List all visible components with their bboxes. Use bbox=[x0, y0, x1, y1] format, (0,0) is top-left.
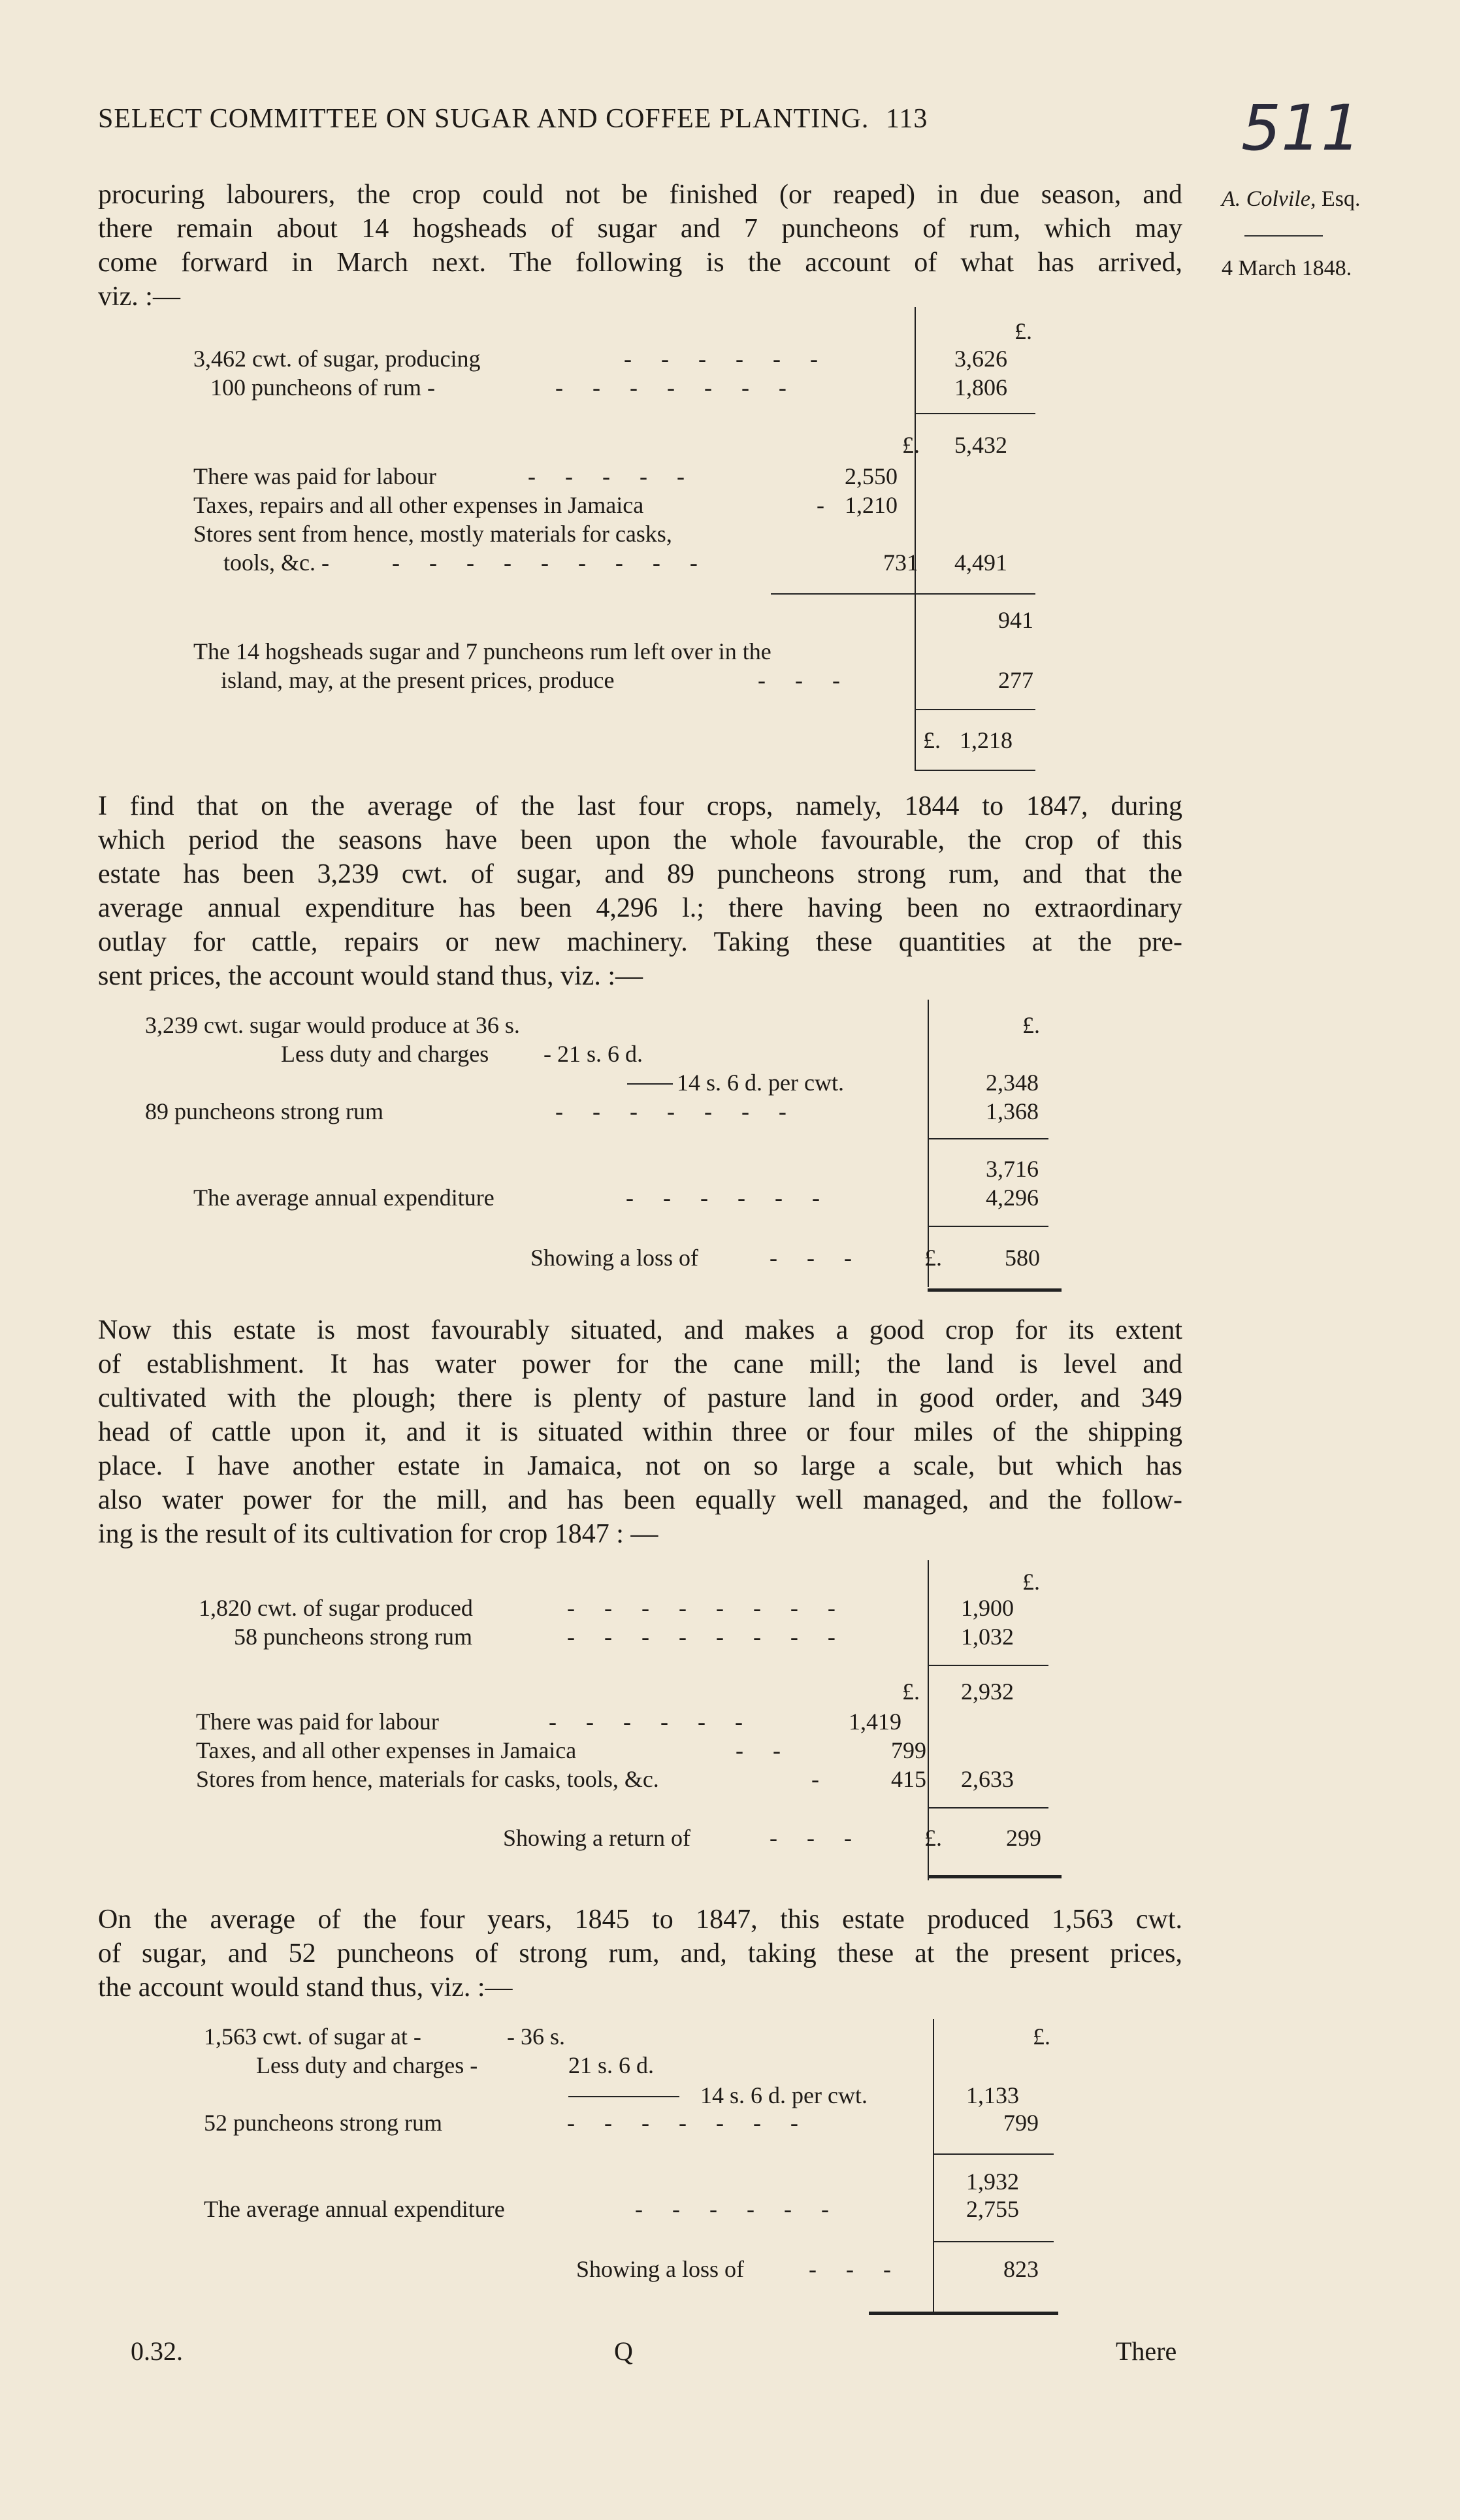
subtotal: 3,716 bbox=[986, 1156, 1039, 1182]
leader-dashes: - - - - - - - bbox=[555, 1098, 798, 1124]
account-row-label: Taxes, and all other expenses in Jamaica bbox=[196, 1737, 577, 1763]
account-row-label: Showing a loss of bbox=[576, 2256, 745, 2282]
catchword: There bbox=[1116, 2336, 1177, 2366]
text-line: viz. :— bbox=[98, 282, 180, 312]
text-line: cultivated with the plough; there is plenty of pasture land in good order, and 349 bbox=[98, 1383, 1182, 1413]
total-rule bbox=[915, 770, 1035, 771]
leader-dashes: - - - - - - - bbox=[555, 374, 798, 401]
text-line: estate has been 3,239 cwt. of sugar, and 89 puncheons strong rum, and that the bbox=[98, 859, 1182, 889]
signature-letter: Q bbox=[614, 2336, 633, 2366]
witness-name: A. Colvile, bbox=[1222, 187, 1316, 211]
margin-date: 4 March 1848. bbox=[1222, 256, 1352, 280]
text-line: come forward in March next. The following is the account of what has arrived, bbox=[98, 248, 1182, 278]
account-row-label: The average annual expenditure bbox=[193, 1185, 495, 1211]
text-line: which period the seasons have been upon the whole favourable, the crop of this bbox=[98, 825, 1182, 855]
rate: - 21 s. 6 d. bbox=[543, 1041, 643, 1067]
account-row-label: Showing a loss of bbox=[530, 1245, 699, 1271]
sum-rule bbox=[928, 1807, 1048, 1808]
total: 823 bbox=[1003, 2256, 1039, 2282]
subtotal: 2,932 bbox=[961, 1678, 1014, 1705]
text-line: outlay for cattle, repairs or new machinery. Taking these quantities at the pre- bbox=[98, 927, 1182, 957]
amount: 1,368 bbox=[986, 1098, 1039, 1124]
total-rule bbox=[869, 2312, 1058, 2315]
sum-rule bbox=[933, 2153, 1054, 2155]
currency-label: £. bbox=[902, 432, 920, 458]
currency-header: £. bbox=[1014, 318, 1032, 344]
text-line: sent prices, the account would stand thus, viz. :— bbox=[98, 961, 643, 991]
amount: 1,133 bbox=[966, 2082, 1019, 2108]
text-line: I find that on the average of the last four crops, namely, 1844 to 1847, during bbox=[98, 791, 1182, 821]
text-line: Now this estate is most favourably situated, and makes a good crop for its extent bbox=[98, 1315, 1182, 1345]
text-line: of establishment. It has water power for the cane mill; the land is level and bbox=[98, 1349, 1182, 1379]
leader-dashes: - - - - - - bbox=[624, 346, 830, 372]
total-rule bbox=[928, 1288, 1062, 1292]
amount: 1,210 bbox=[845, 492, 898, 518]
text-line: ing is the result of its cultivation for crop 1847 : — bbox=[98, 1519, 658, 1549]
leader-dashes: - - - - - - bbox=[626, 1185, 832, 1211]
leader-dashes: - bbox=[817, 492, 824, 518]
paragraph-2 bbox=[98, 789, 1182, 993]
amount: 1,900 bbox=[961, 1595, 1014, 1621]
currency-label: £. bbox=[924, 1825, 942, 1851]
rate-result: 14 s. 6 d. per cwt. bbox=[700, 2082, 868, 2108]
account-row-label: Taxes, repairs and all other expenses in Jamaica bbox=[193, 492, 644, 518]
amount: 2,348 bbox=[986, 1070, 1039, 1096]
leader-dashes: - - - - - - bbox=[635, 2196, 841, 2222]
currency-label: £. bbox=[924, 1245, 942, 1271]
account-row-label: 3,239 cwt. sugar would produce at 36 s. bbox=[145, 1012, 520, 1038]
column-rule bbox=[933, 2019, 934, 2313]
amount: 277 bbox=[998, 667, 1033, 693]
rule bbox=[627, 1083, 673, 1085]
total: 1,218 bbox=[960, 727, 1013, 753]
account-row-label: Less duty and charges - bbox=[256, 2052, 478, 2078]
text-line: the account would stand thus, viz. :— bbox=[98, 1972, 513, 2003]
account-row-label: Stores from hence, materials for casks, tools, &c. bbox=[196, 1766, 659, 1792]
account-row-label: 1,820 cwt. of sugar produced bbox=[199, 1595, 473, 1621]
text-line: of sugar, and 52 puncheons of strong rum, and, taking these at the present prices, bbox=[98, 1939, 1182, 1969]
rate: - 36 s. bbox=[507, 2023, 565, 2050]
amount: 1,806 bbox=[954, 374, 1007, 401]
account-row-label: Stores sent from hence, mostly materials for casks, bbox=[193, 521, 672, 547]
account-row-label: 100 puncheons of rum - bbox=[210, 374, 435, 401]
amount: 415 bbox=[891, 1766, 926, 1792]
paragraph-1 bbox=[98, 178, 1182, 314]
signature-mark: 0.32. bbox=[131, 2336, 183, 2366]
leader-dashes: - - - bbox=[758, 667, 852, 693]
handwritten-folio-number: 511 bbox=[1241, 91, 1361, 165]
leader-dashes: - bbox=[811, 1766, 819, 1792]
witness-suffix: Esq. bbox=[1321, 187, 1361, 211]
text-line: there remain about 14 hogsheads of sugar and 7 puncheons of rum, which may bbox=[98, 214, 1182, 244]
paragraph-3 bbox=[98, 1313, 1182, 1551]
amount: 731 bbox=[883, 549, 918, 576]
account-row-label: 89 puncheons strong rum bbox=[145, 1098, 383, 1124]
running-header bbox=[98, 103, 1182, 135]
leader-dashes: - - - - - - - - bbox=[567, 1595, 847, 1621]
amount: 1,419 bbox=[849, 1709, 901, 1735]
text-line: On the average of the four years, 1845 to 1847, this estate produced 1,563 cwt. bbox=[98, 1905, 1182, 1935]
leader-dashes: - - bbox=[736, 1737, 792, 1763]
total-label: £. bbox=[923, 727, 941, 753]
leader-dashes: - - - - - - - - - bbox=[392, 549, 709, 576]
account-row-label: The average annual expenditure bbox=[204, 2196, 505, 2222]
leader-dashes: - - - bbox=[770, 1245, 864, 1271]
account-row-label: tools, &c. - bbox=[223, 549, 329, 576]
account-row-label: 3,462 cwt. of sugar, producing bbox=[193, 346, 481, 372]
text-line: procuring labourers, the crop could not be finished (or reaped) in due season, and bbox=[98, 180, 1182, 210]
text-line: head of cattle upon it, and it is situated within three or four miles of the shipping bbox=[98, 1417, 1182, 1447]
sum-rule bbox=[933, 2241, 1054, 2242]
account-row-label: island, may, at the present prices, produce bbox=[221, 667, 615, 693]
total-rule bbox=[928, 1875, 1062, 1878]
sum-rule bbox=[928, 1665, 1048, 1666]
account-row-label: 52 puncheons strong rum bbox=[204, 2110, 442, 2136]
amount: 1,032 bbox=[961, 1624, 1014, 1650]
currency-header: £. bbox=[1022, 1569, 1040, 1595]
text-line: also water power for the mill, and has been equally well managed, and the follow- bbox=[98, 1485, 1182, 1515]
amount: 4,296 bbox=[986, 1185, 1039, 1211]
account-row-label: There was paid for labour bbox=[196, 1709, 439, 1735]
account-row-label: Less duty and charges bbox=[281, 1041, 489, 1067]
sum-rule bbox=[928, 1138, 1048, 1139]
total: 299 bbox=[1006, 1825, 1041, 1851]
amount: 799 bbox=[891, 1737, 926, 1763]
header-title: SELECT COMMITTEE ON SUGAR AND COFFEE PLANTING. bbox=[98, 104, 869, 134]
leader-dashes: - - - bbox=[809, 2256, 903, 2282]
account-row-label: Showing a return of bbox=[503, 1825, 690, 1851]
account-row-label: The 14 hogsheads sugar and 7 puncheons rum left over in the bbox=[193, 638, 771, 664]
total: 580 bbox=[1005, 1245, 1040, 1271]
subtotal: 1,932 bbox=[966, 2168, 1019, 2195]
sum-rule bbox=[928, 1226, 1048, 1227]
margin-witness bbox=[1222, 187, 1360, 212]
text-line: average annual expenditure has been 4,296 l.; there having been no extraordinary bbox=[98, 893, 1182, 923]
page-number: 113 bbox=[885, 104, 928, 134]
currency-header: £. bbox=[1022, 1012, 1040, 1038]
leader-dashes: - - - - - - - bbox=[567, 2110, 810, 2136]
text-line: place. I have another estate in Jamaica, not on so large a scale, but which has bbox=[98, 1451, 1182, 1481]
paragraph-4 bbox=[98, 1903, 1182, 2005]
amount: 2,550 bbox=[845, 463, 898, 489]
rule bbox=[568, 2096, 679, 2097]
account-row-label: 1,563 cwt. of sugar at - bbox=[204, 2023, 421, 2050]
subtotal: 941 bbox=[998, 607, 1033, 633]
rate-result: 14 s. 6 d. per cwt. bbox=[677, 1070, 844, 1096]
subtotal: 5,432 bbox=[954, 432, 1007, 458]
amount: 2,755 bbox=[966, 2196, 1019, 2222]
sum-rule bbox=[771, 593, 1035, 595]
leader-dashes: - - - bbox=[770, 1825, 864, 1851]
currency-label: £. bbox=[902, 1678, 920, 1705]
account-row-label: 58 puncheons strong rum bbox=[234, 1624, 472, 1650]
account-row-label: There was paid for labour bbox=[193, 463, 436, 489]
column-rule bbox=[915, 307, 916, 771]
leader-dashes: - - - - - bbox=[528, 463, 696, 489]
amount: 3,626 bbox=[954, 346, 1007, 372]
rate: 21 s. 6 d. bbox=[568, 2052, 655, 2078]
amount: 2,633 bbox=[961, 1766, 1014, 1792]
sum-rule bbox=[915, 413, 1035, 414]
amount: 799 bbox=[1003, 2110, 1039, 2136]
leader-dashes: - - - - - - - - bbox=[567, 1624, 847, 1650]
sum-rule bbox=[915, 709, 1035, 710]
leader-dashes: - - - - - - bbox=[549, 1709, 754, 1735]
currency-header: £. bbox=[1033, 2023, 1050, 2050]
amount: 4,491 bbox=[954, 549, 1007, 576]
margin-rule bbox=[1244, 235, 1323, 237]
